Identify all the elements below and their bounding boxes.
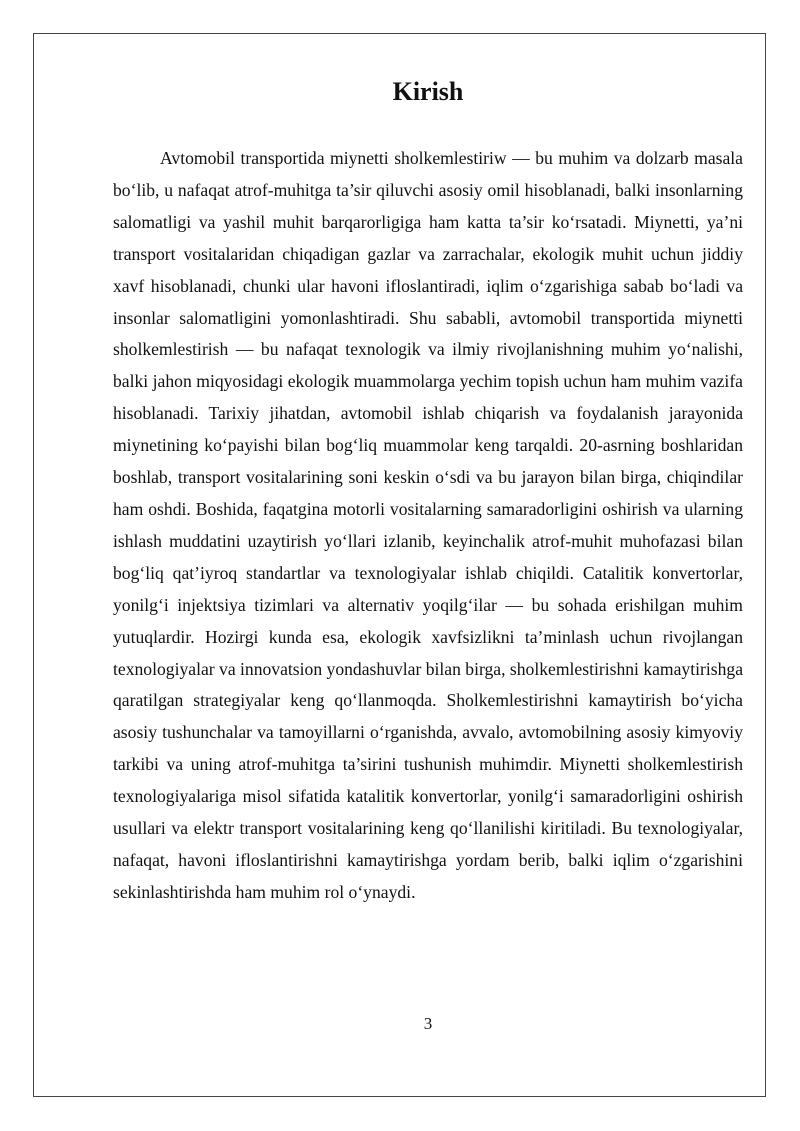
page-title: Kirish xyxy=(392,77,464,106)
page-number: 3 xyxy=(423,1014,433,1033)
body-paragraph: Avtomobil transportida miynetti sholkemlestiriw — bu muhim va dolzarb masala bo‘lib, u nafaqat atrof-muhitga ta’sir qiluvchi asosiy omil hisoblanadi, balki insonlarning salomatligi va yashil muhit barqarorligiga ham katta ta’sir ko‘rsatadi. Miynetti, ya’ni transport vositalaridan chiqadigan gazlar va zarrachalar, ekologik muhit uchun jiddiy xavf hisoblanadi, chunki ular havoni ifloslantiradi, iqlim o‘zgarishiga sabab bo‘ladi va insonlar salomatligini yomonlashtiradi. Shu sababli, avtomobil transportida miynetti sholkemlestirish — bu nafaqat texnologik va ilmiy rivojlanishning muhim yo‘nalishi, balki jahon miqyosidagi ekologik muammolarga yechim topish uchun ham muhim vazifa hisoblanadi. Tarixiy jihatdan, avtomobil ishlab chiqarish va foydalanish jarayonida miynetining ko‘payishi bilan bog‘liq muammolar keng tarqaldi. 20-asrning boshlaridan boshlab, transport vositalarining soni keskin o‘sdi va bu jarayon bilan birga, chiqindilar ham oshdi. Boshida, faqatgina motorli vositalarning samaradorligini oshirish va ularning ishlash muddatini uzaytirish yo‘llari izlanib, keyinchalik atrof-muhit muhofazasi bilan bog‘liq qat’iyroq standartlar va texnologiyalar ishlab chiqildi. Catalitik konvertorlar, yonilg‘i injektsiya tizimlari va alternativ yoqilg‘ilar — bu sohada erishilgan muhim yutuqlardir. Hozirgi kunda esa, ekologik xavfsizlikni ta’minlash uchun rivojlangan texnologiyalar va innovatsion yondashuvlar bilan birga, sholkemlestirishni kamaytirishga qaratilgan strategiyalar keng qo‘llanmoqda. Sholkemlestirishni kamaytirish bo‘yicha asosiy tushunchalar va tamoyillarni o‘rganishda, avvalo, avtomobilning asosiy kimyoviy tarkibi va uning atrof-muhitga ta’sirini tushunish muhimdir. Miynetti sholkemlestirish texnologiyalariga misol sifatida katalitik konvertorlar, yonilg‘i samaradorligini oshirish usullari va elektr transport vositalarining keng qo‘llanilishi kiritiladi. Bu texnologiyalar, nafaqat, havoni ifloslantirishni kamaytirishga yordam berib, balki iqlim o‘zgarishini sekinlashtirishda ham muhim rol o‘ynaydi. xyxy=(113,148,743,902)
